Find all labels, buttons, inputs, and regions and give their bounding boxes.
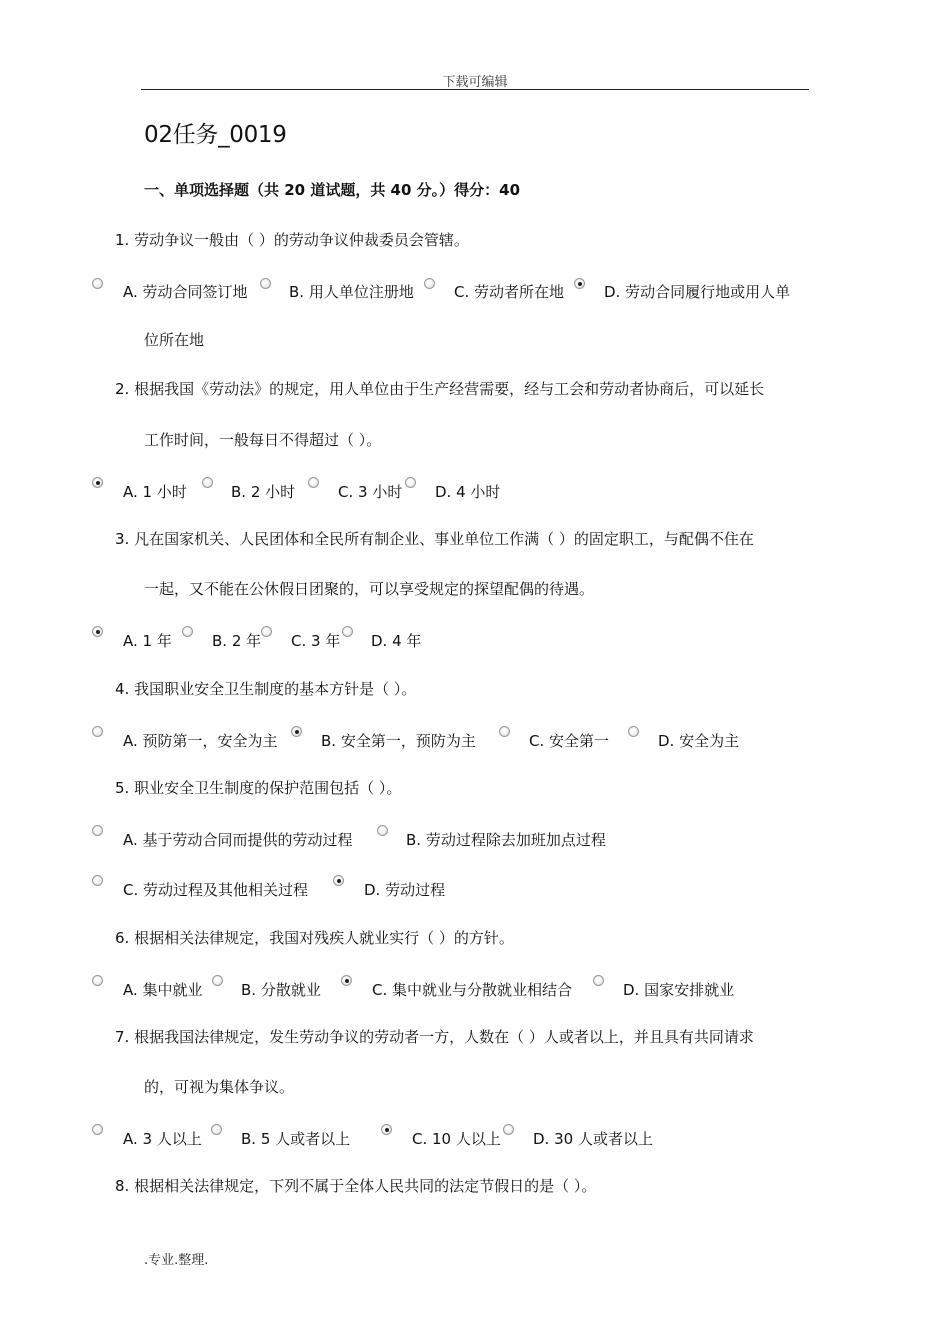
q7-option-b-radio[interactable]: [211, 1124, 222, 1135]
q2-option-b-label: B. 2 小时: [231, 483, 296, 501]
q7-option-a-label: A. 3 人以上: [123, 1130, 202, 1148]
question-7-text-cont: 的，可视为集体争议。: [144, 1078, 295, 1096]
q1-option-d-radio[interactable]: [574, 278, 585, 289]
q4-option-a-radio[interactable]: [92, 726, 103, 737]
question-8-text: 8. 根据相关法律规定，下列不属于全体人民共同的法定节假日的是（ ）。: [115, 1177, 597, 1195]
q7-option-b-label: B. 5 人或者以上: [241, 1130, 351, 1148]
question-4-text: 4. 我国职业安全卫生制度的基本方针是（ ）。: [115, 680, 417, 698]
q5-option-d-radio[interactable]: [333, 875, 344, 886]
question-6-text: 6. 根据相关法律规定，我国对残疾人就业实行（ ）的方针。: [115, 929, 514, 947]
q4-option-c-radio[interactable]: [499, 726, 510, 737]
q2-option-d-label: D. 4 小时: [435, 483, 501, 501]
q3-option-b-label: B. 2 年: [212, 632, 262, 650]
q1-option-c-label: C. 劳动者所在地: [454, 283, 565, 301]
q1-option-b-radio[interactable]: [260, 278, 271, 289]
q5-option-d-label: D. 劳动过程: [364, 881, 446, 899]
page-header: 下载可编辑: [442, 75, 508, 90]
q5-option-c-radio[interactable]: [92, 875, 103, 886]
q6-option-b-radio[interactable]: [212, 975, 223, 986]
question-3-text: 3. 凡在国家机关、人民团体和全民所有制企业、事业单位工作满（ ）的固定职工，与配偶不住在: [115, 530, 754, 548]
q1-option-c-radio[interactable]: [424, 278, 435, 289]
q3-option-b-radio[interactable]: [182, 626, 193, 637]
q1-option-a-radio[interactable]: [92, 278, 103, 289]
q2-option-c-label: C. 3 小时: [338, 483, 403, 501]
q5-option-b-radio[interactable]: [377, 825, 388, 836]
q2-option-a-label: A. 1 小时: [123, 483, 187, 501]
q2-option-d-radio[interactable]: [405, 477, 416, 488]
q5-option-a-label: A. 基于劳动合同而提供的劳动过程: [123, 831, 353, 849]
q4-option-d-label: D. 安全为主: [658, 732, 740, 750]
q1-option-d-label-cont: 位所在地: [144, 331, 205, 349]
q3-option-d-radio[interactable]: [342, 626, 353, 637]
q6-option-c-radio[interactable]: [341, 975, 352, 986]
q6-option-b-label: B. 分散就业: [241, 981, 321, 999]
q5-option-c-label: C. 劳动过程及其他相关过程: [123, 881, 309, 899]
question-5-text: 5. 职业安全卫生制度的保护范围包括（ ）。: [115, 779, 402, 797]
q3-option-a-radio[interactable]: [92, 626, 103, 637]
q5-option-a-radio[interactable]: [92, 825, 103, 836]
q3-option-c-radio[interactable]: [261, 626, 272, 637]
q4-option-d-radio[interactable]: [628, 726, 639, 737]
question-3-text-cont: 一起，又不能在公休假日团聚的，可以享受规定的探望配偶的待遇。: [144, 580, 595, 598]
q1-option-d-label: D. 劳动合同履行地或用人单: [604, 283, 791, 301]
q4-option-a-label: A. 预防第一，安全为主: [123, 732, 278, 750]
q3-option-d-label: D. 4 年: [371, 632, 422, 650]
q4-option-c-label: C. 安全第一: [529, 732, 610, 750]
question-2-text-cont: 工作时间，一般每日不得超过（ ）。: [144, 431, 382, 449]
q6-option-a-radio[interactable]: [92, 975, 103, 986]
q2-option-a-radio[interactable]: [92, 477, 103, 488]
q4-option-b-label: B. 安全第一，预防为主: [321, 732, 476, 750]
q3-option-c-label: C. 3 年: [291, 632, 341, 650]
q7-option-c-radio[interactable]: [381, 1124, 392, 1135]
q6-option-d-radio[interactable]: [593, 975, 604, 986]
header-divider: [141, 89, 809, 90]
q1-option-b-label: B. 用人单位注册地: [289, 283, 414, 301]
q6-option-c-label: C. 集中就业与分散就业相结合: [372, 981, 573, 999]
section-heading: 一、单项选择题（共 20 道试题，共 40 分。）得分：40: [144, 181, 521, 199]
q2-option-c-radio[interactable]: [308, 477, 319, 488]
q1-option-a-label: A. 劳动合同签订地: [123, 283, 248, 301]
q6-option-a-label: A. 集中就业: [123, 981, 203, 999]
q7-option-a-radio[interactable]: [92, 1124, 103, 1135]
q5-option-b-label: B. 劳动过程除去加班加点过程: [406, 831, 606, 849]
q7-option-c-label: C. 10 人以上: [412, 1130, 501, 1148]
q3-option-a-label: A. 1 年: [123, 632, 172, 650]
q4-option-b-radio[interactable]: [291, 726, 302, 737]
page-title: 02任务_0019: [144, 122, 287, 148]
q7-option-d-label: D. 30 人或者以上: [533, 1130, 653, 1148]
question-2-text: 2. 根据我国《劳动法》的规定，用人单位由于生产经营需要，经与工会和劳动者协商后，可以延长: [115, 380, 765, 398]
q7-option-d-radio[interactable]: [503, 1124, 514, 1135]
question-1-text: 1. 劳动争议一般由（ ）的劳动争议仲裁委员会管辖。: [115, 231, 469, 249]
question-7-text: 7. 根据我国法律规定，发生劳动争议的劳动者一方，人数在（ ）人或者以上，并且具有共同请求: [115, 1028, 754, 1046]
q2-option-b-radio[interactable]: [202, 477, 213, 488]
q6-option-d-label: D. 国家安排就业: [623, 981, 735, 999]
page-footer: .专业.整理.: [144, 1253, 209, 1268]
